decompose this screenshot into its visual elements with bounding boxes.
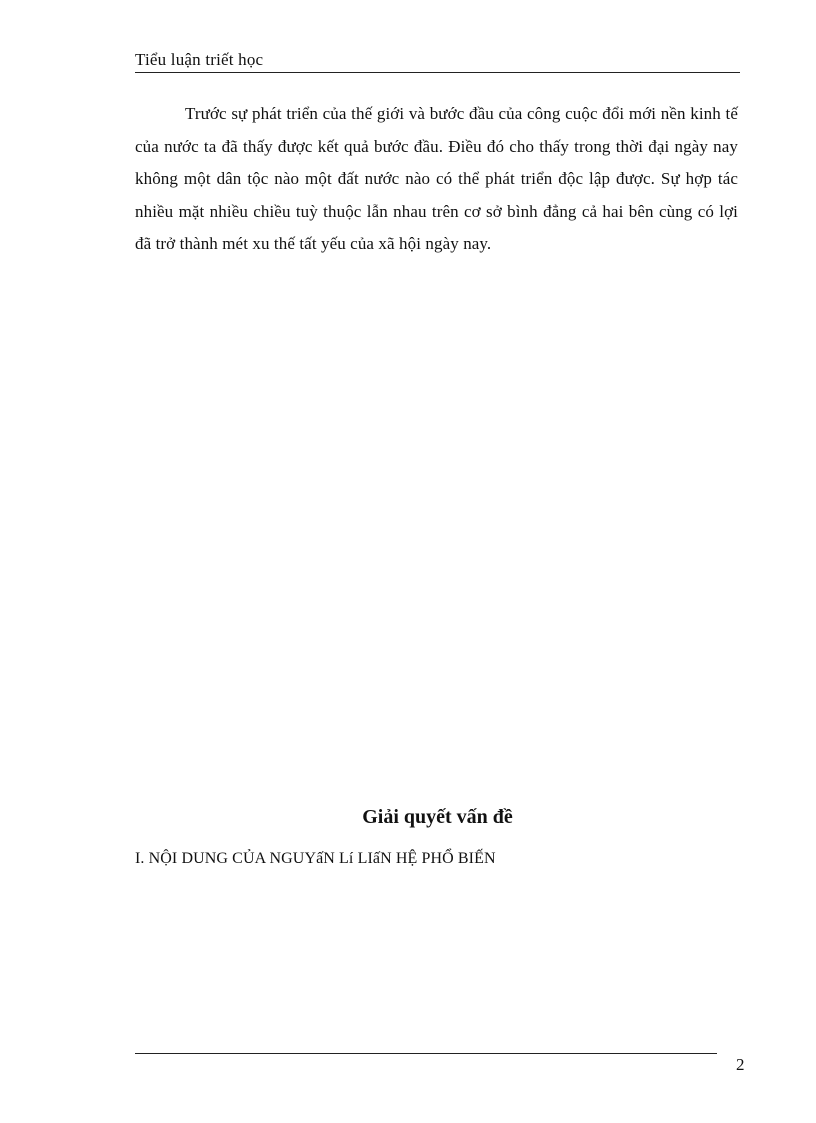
page-header: [135, 48, 740, 73]
section-heading: Giải quyết vấn đề: [362, 806, 513, 828]
footer-rule: [135, 1053, 717, 1054]
subsection-heading: I. NỘI DUNG CỦA NGUYấN Lí LIấN HỆ PHỔ BIẾN: [135, 850, 496, 867]
header-title: Tiểu luận triết học: [135, 50, 264, 69]
intro-paragraph: Trước sự phát triển của thế giới và bước đầu của công cuộc đổi mới nền kinh tế của nước ta đã thấy được kết quả bước đầu. Điều đó cho thấy trong thời đại ngày nay không một dân tộc nào một đất nước nào có thể phát triển độc lập được. Sự hợp tác nhiều mặt nhiều chiều tuỳ thuộc lẫn nhau trên cơ sở bình đẳng cả hai bên cùng có lợi đã trở thành mét xu thế tất yếu của xã hội ngày nay.: [135, 104, 738, 253]
page-number: 2: [736, 1055, 745, 1074]
